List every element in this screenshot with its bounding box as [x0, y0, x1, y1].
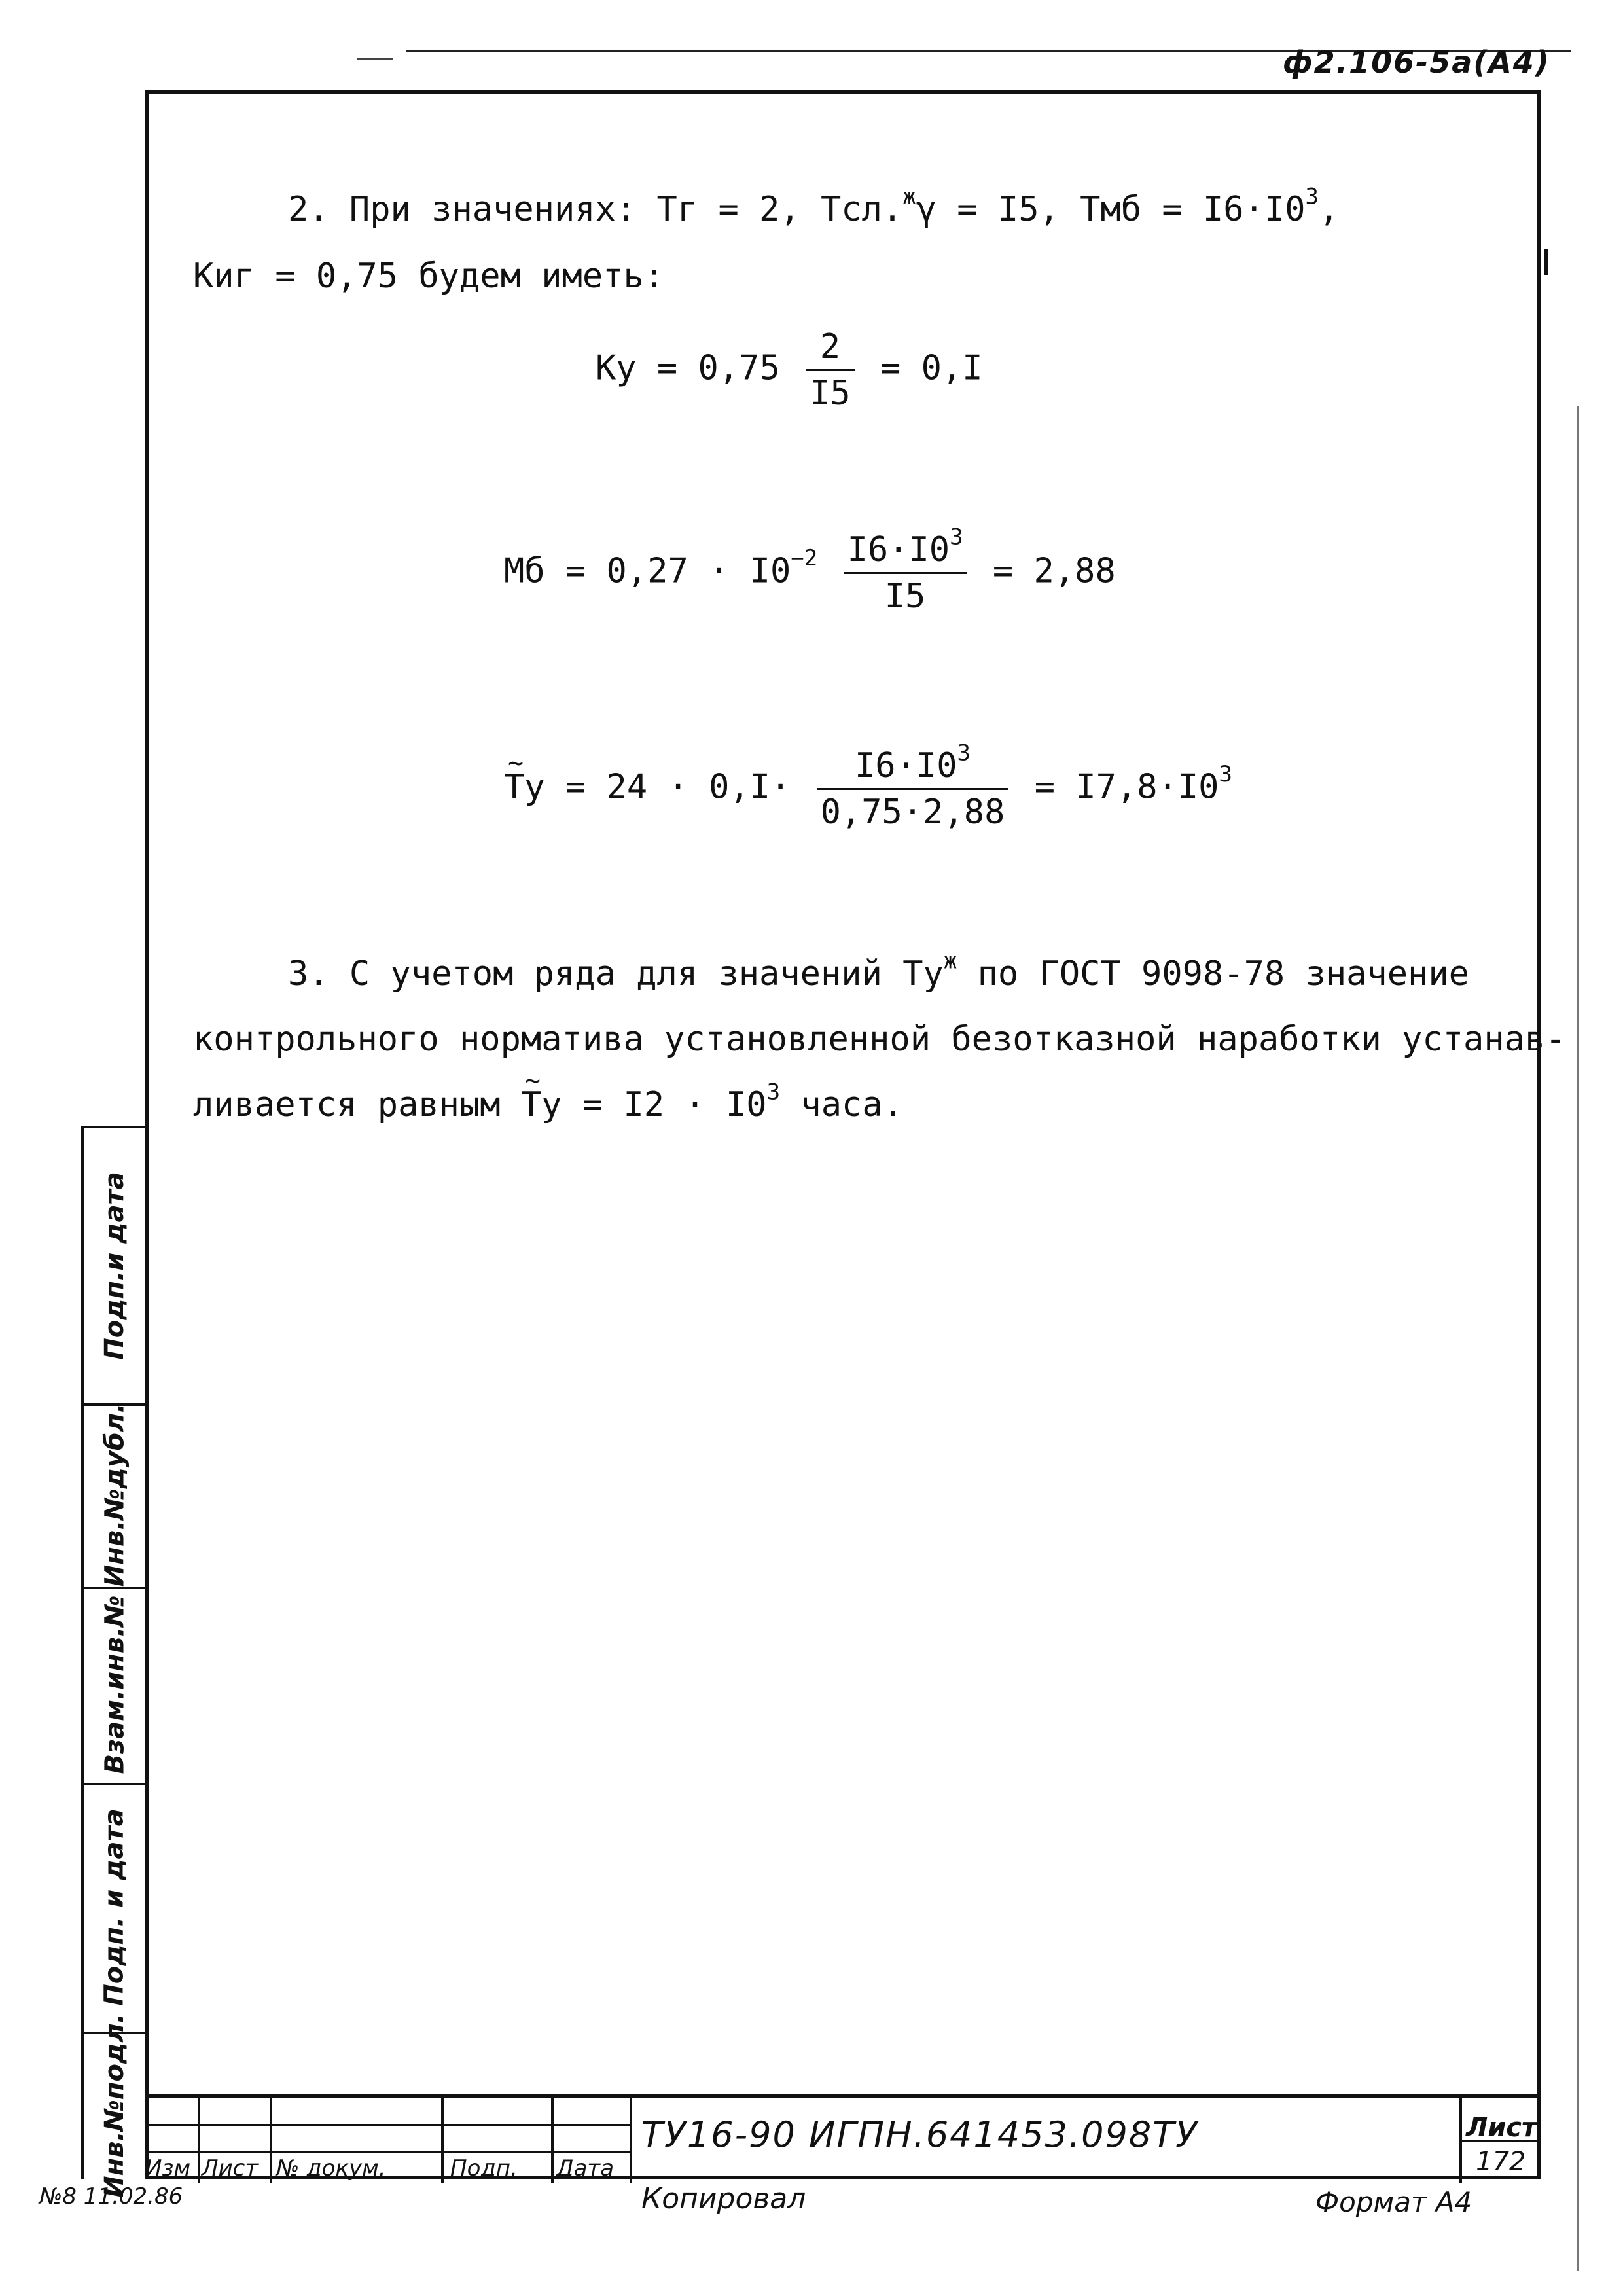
- stamp-caption-doc-number: № докум.: [276, 2155, 386, 2181]
- para3-line2: контрольного норматива установленной безотказной наработки устанав-: [193, 1020, 1566, 1059]
- stamp-caption-date: Дата: [556, 2155, 615, 2181]
- copied-by-label: Копировал: [641, 2182, 806, 2215]
- margin-line: [1577, 406, 1579, 2271]
- stamp-caption-sheet: Лист: [202, 2155, 259, 2181]
- fraction: $\frac{2}{I5}$: [806, 327, 855, 413]
- gamma-symbol: γ: [916, 190, 936, 229]
- stamp-line: [198, 2098, 200, 2183]
- equation-ty: ~ Ту = 24 · 0,I· $\frac{I6\cdot I0^3}{0,75\cdot 2,88}$ = $I7,8\cdot I0^3$: [504, 746, 1232, 832]
- document-code: ТУ16-90 ИГПН.641453.098ТУ: [641, 2114, 1199, 2155]
- side-label-dup-inv: Инв.№дубл.: [99, 1403, 130, 1587]
- stamp-caption-signature: Подп.: [450, 2155, 518, 2181]
- stamp-caption-change: Изм: [145, 2155, 191, 2181]
- para3-line1: 3. С учетом ряда для значений $Ту^ж$ по ГОСТ 9098-78 значение: [288, 948, 1469, 994]
- stamp-line: [551, 2098, 554, 2183]
- star-mark: ж: [943, 948, 957, 975]
- equation-ku: Ку = 0,75 $\frac{2}{I5}$ = 0,I: [596, 327, 983, 413]
- side-label-sign-date-2: Подп. и дата: [99, 1808, 130, 2006]
- para3-line3: ливается равным ~ Ту = $I2 \cdot I0^3$ часа.: [193, 1085, 903, 1124]
- top-rule-short: [357, 58, 393, 60]
- sheet-number: 172: [1476, 2147, 1526, 2177]
- archive-mark: №8 11.02.86: [39, 2183, 183, 2210]
- stamp-row-line: [145, 2124, 630, 2126]
- para2-line2: Киг = 0,75 будем иметь:: [193, 257, 665, 296]
- form-code: ф2.106-5а(А4): [1283, 45, 1550, 80]
- star-mark: ж: [902, 183, 916, 210]
- format-label: Формат А4: [1315, 2186, 1472, 2218]
- side-label-sign-date: Подп.и дата: [99, 1172, 130, 1360]
- margin-tick: [1544, 249, 1548, 275]
- side-label-replace-inv: Взам.инв.№: [99, 1595, 130, 1774]
- fraction: $\frac{I6\cdot I0^3}{I5}$: [844, 530, 967, 616]
- ty-tilde-symbol: ~ Ту: [504, 768, 545, 807]
- stamp-line: [630, 2098, 632, 2183]
- stamp-line: [441, 2098, 444, 2183]
- ty-tilde-symbol: ~ Ту: [521, 1085, 562, 1124]
- sheet-label: Лист: [1466, 2113, 1537, 2143]
- stamp-row-line: [145, 2151, 630, 2153]
- side-label-orig-inv: Инв.№подл.: [99, 2013, 130, 2198]
- para2-line1: 2. При значениях: Тг = 2, Тсл.$^ж$γ = I5, Тмб = $I6\cdot I0^3$,: [288, 183, 1340, 229]
- equation-mb: Мб = $0,27 \cdot I0^{-2}$ $\frac{I6\cdot I0^3}{I5}$ = 2,88: [504, 524, 1116, 616]
- side-label-column: [81, 1126, 145, 2198]
- stamp-line: [270, 2098, 272, 2183]
- fraction: $\frac{I6\cdot I0^3}{0,75\cdot 2,88}$: [817, 746, 1009, 832]
